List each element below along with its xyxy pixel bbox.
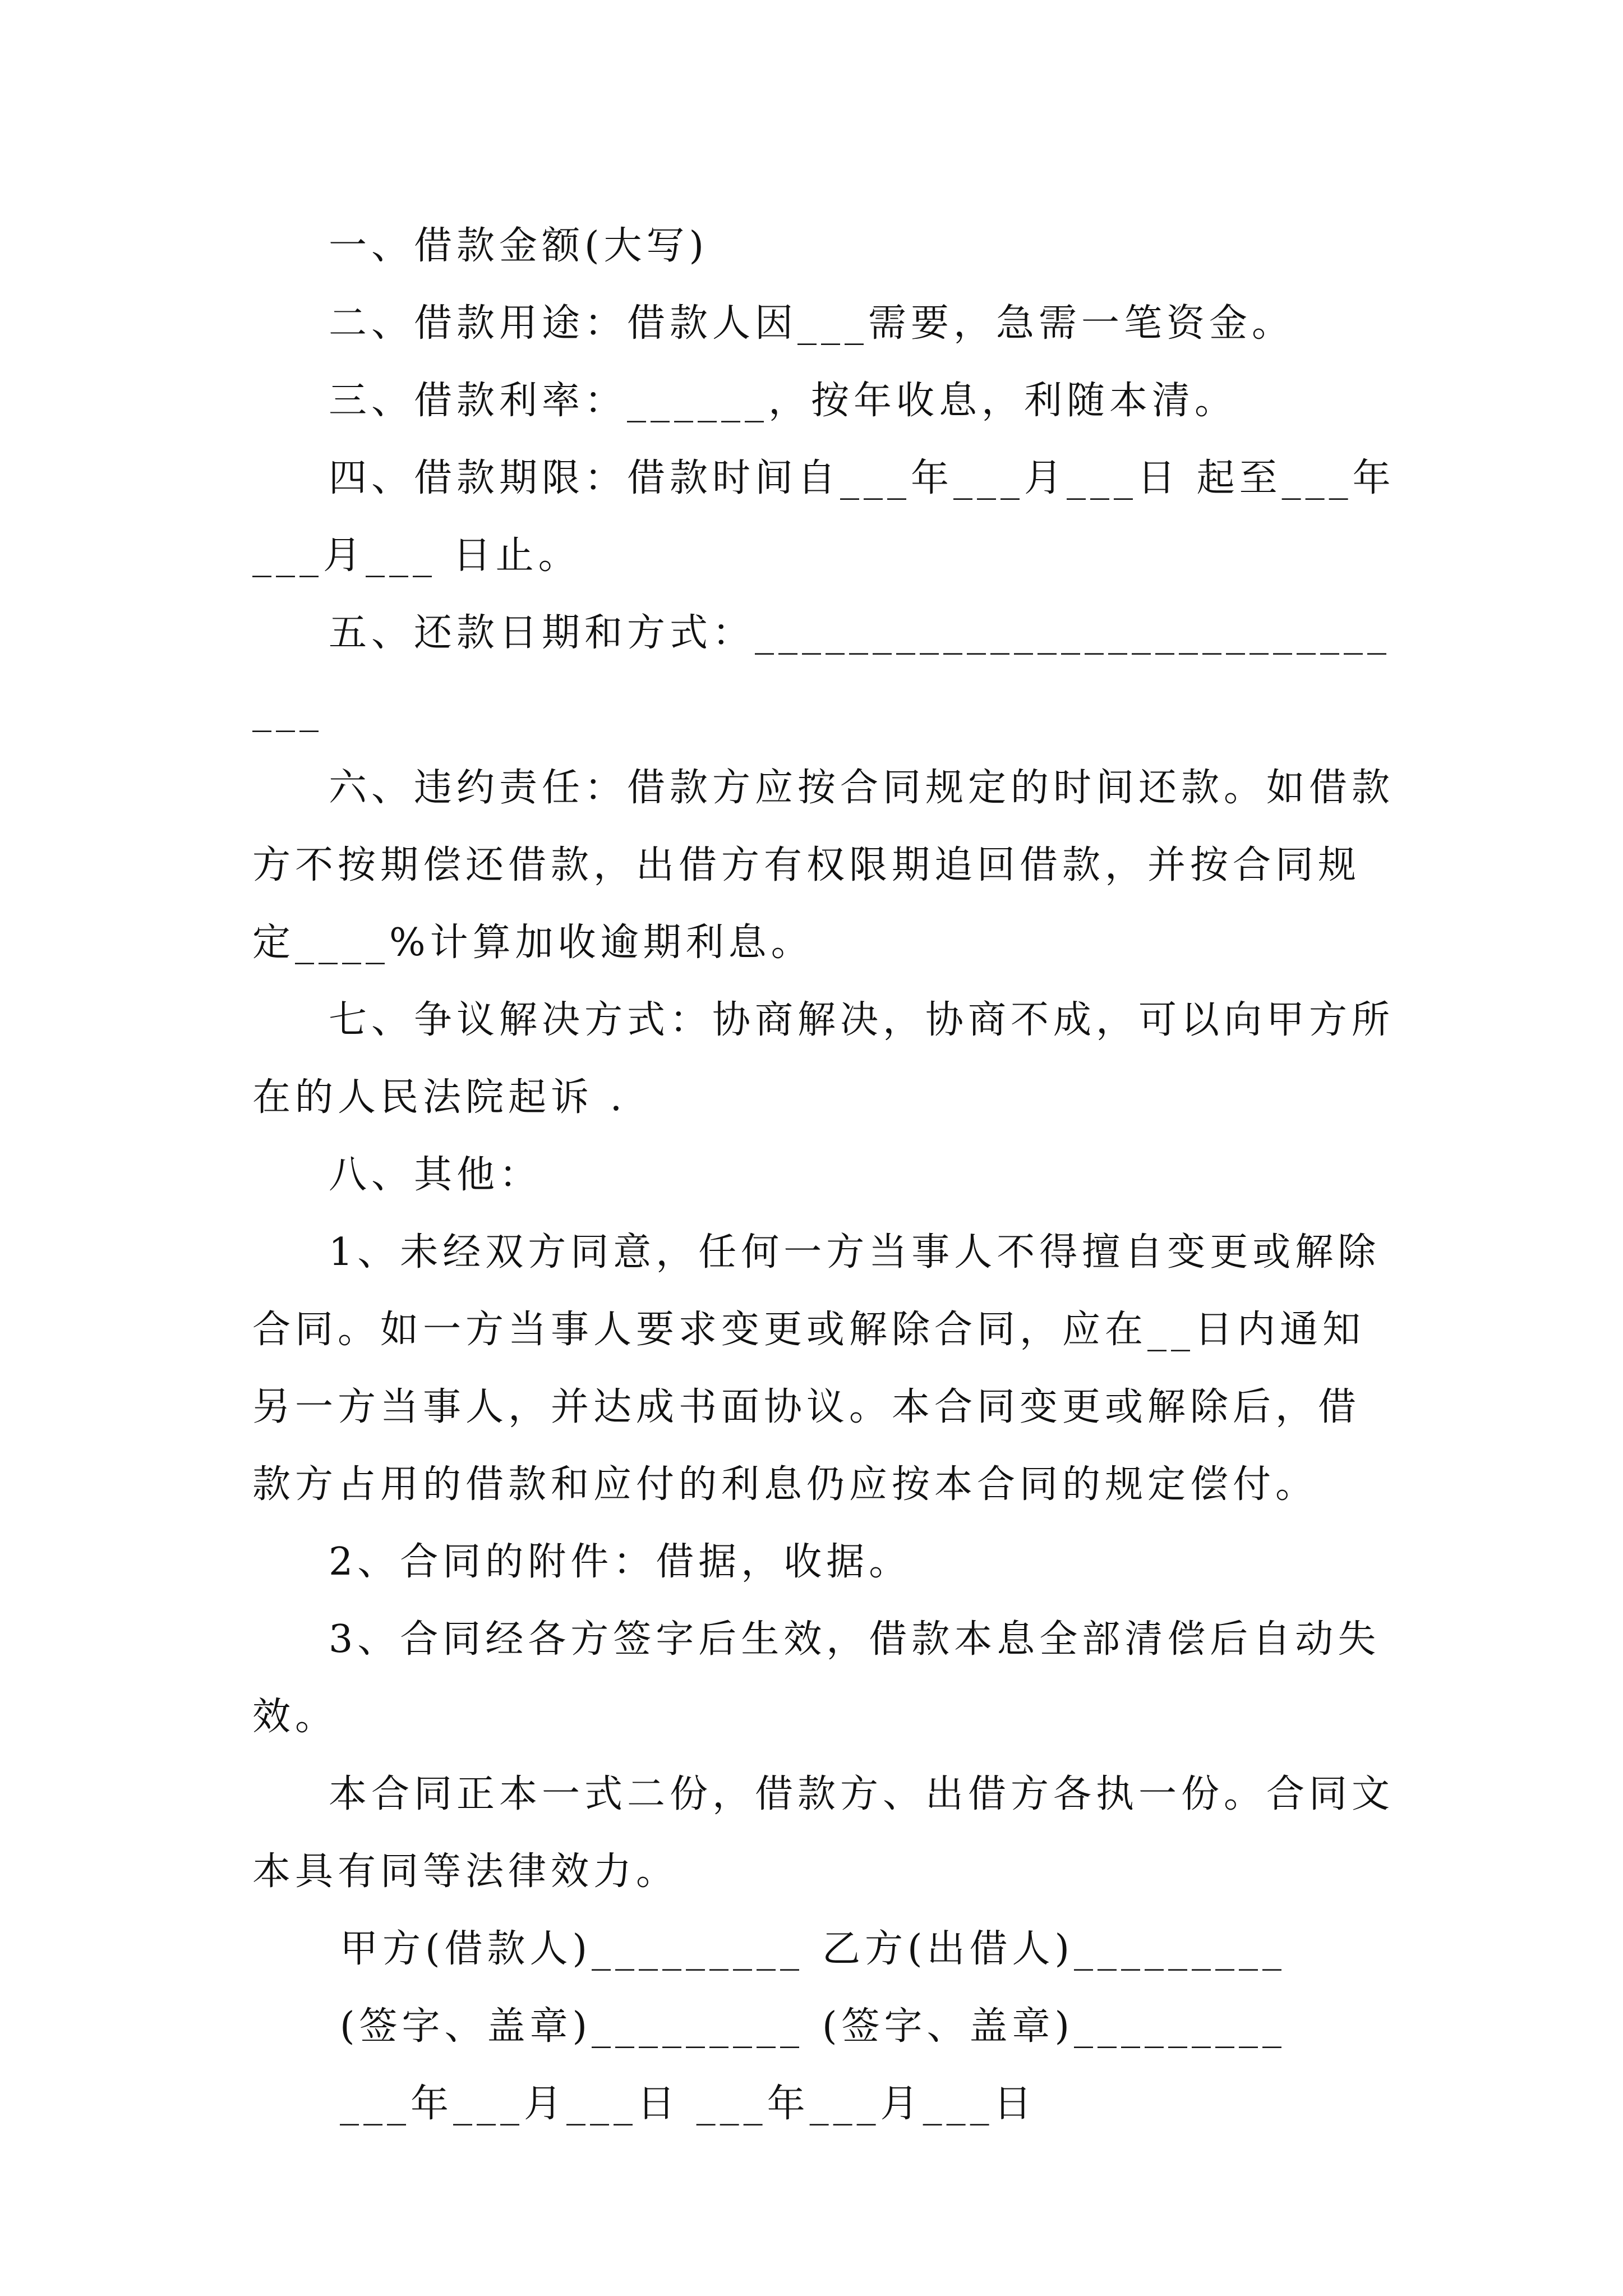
signature-row-seal — [252, 1988, 1402, 2065]
clause-copies: 本合同正本一式二份，借款方、出借方各执一份。合同文本具有同等法律效力。 — [252, 1772, 1395, 1894]
party-b-seal: (签字、盖章)_________ — [822, 2004, 1287, 2049]
signature-row-date — [252, 2065, 1402, 2143]
clause-repayment: 五、还款日期和方式：______________________________ — [252, 611, 1391, 733]
clause-other-1: 1、未经双方同意，任何一方当事人不得擅自变更或解除合同。如一方当事人要求变更或解除合同，应在__日内通知另一方当事人，并达成书面协议。本合同变更或解除后，借款方占用的借款和应付的利息仍应按本合同的规定偿付。 — [252, 1230, 1381, 1507]
clause-interest-rate: 三、借款利率：______，按年收息，利随本清。 — [329, 379, 1238, 423]
clause-other-heading: 八、其他： — [329, 1153, 542, 1197]
clause-other-3: 3、合同经各方签字后生效，借款本息全部清偿后自动失效。 — [252, 1617, 1381, 1739]
clause-loan-purpose: 二、借款用途：借款人因___需要，急需一笔资金。 — [329, 301, 1295, 346]
party-b-label: 乙方(出借人)_________ — [822, 1927, 1287, 1971]
signature-row-parties — [252, 1911, 1402, 1988]
clause-liability: 六、违约责任：借款方应按合同规定的时间还款。如借款方不按期偿还借款，出借方有权限期追回借款，并按合同规定____%计算加收逾期利息。 — [252, 766, 1395, 965]
clause-loan-term: 四、借款期限：借款时间自___年___月___日 起至___年___月___ 日止。 — [252, 456, 1395, 578]
clause-loan-amount: 一、借款金额(大写) — [329, 224, 709, 268]
clause-dispute: 七、争议解决方式：协商解决，协商不成，可以向甲方所在的人民法院起诉 . — [252, 998, 1395, 1120]
signature-dates: ___年___月___日 ___年___月___日 — [340, 2082, 1036, 2126]
clause-other-2: 2、合同的附件：借据，收据。 — [329, 1540, 912, 1584]
party-a-label: 甲方(借款人)_________ — [340, 1927, 804, 1971]
party-a-seal: (签字、盖章)_________ — [340, 2004, 804, 2049]
contract-body — [252, 208, 1402, 2143]
